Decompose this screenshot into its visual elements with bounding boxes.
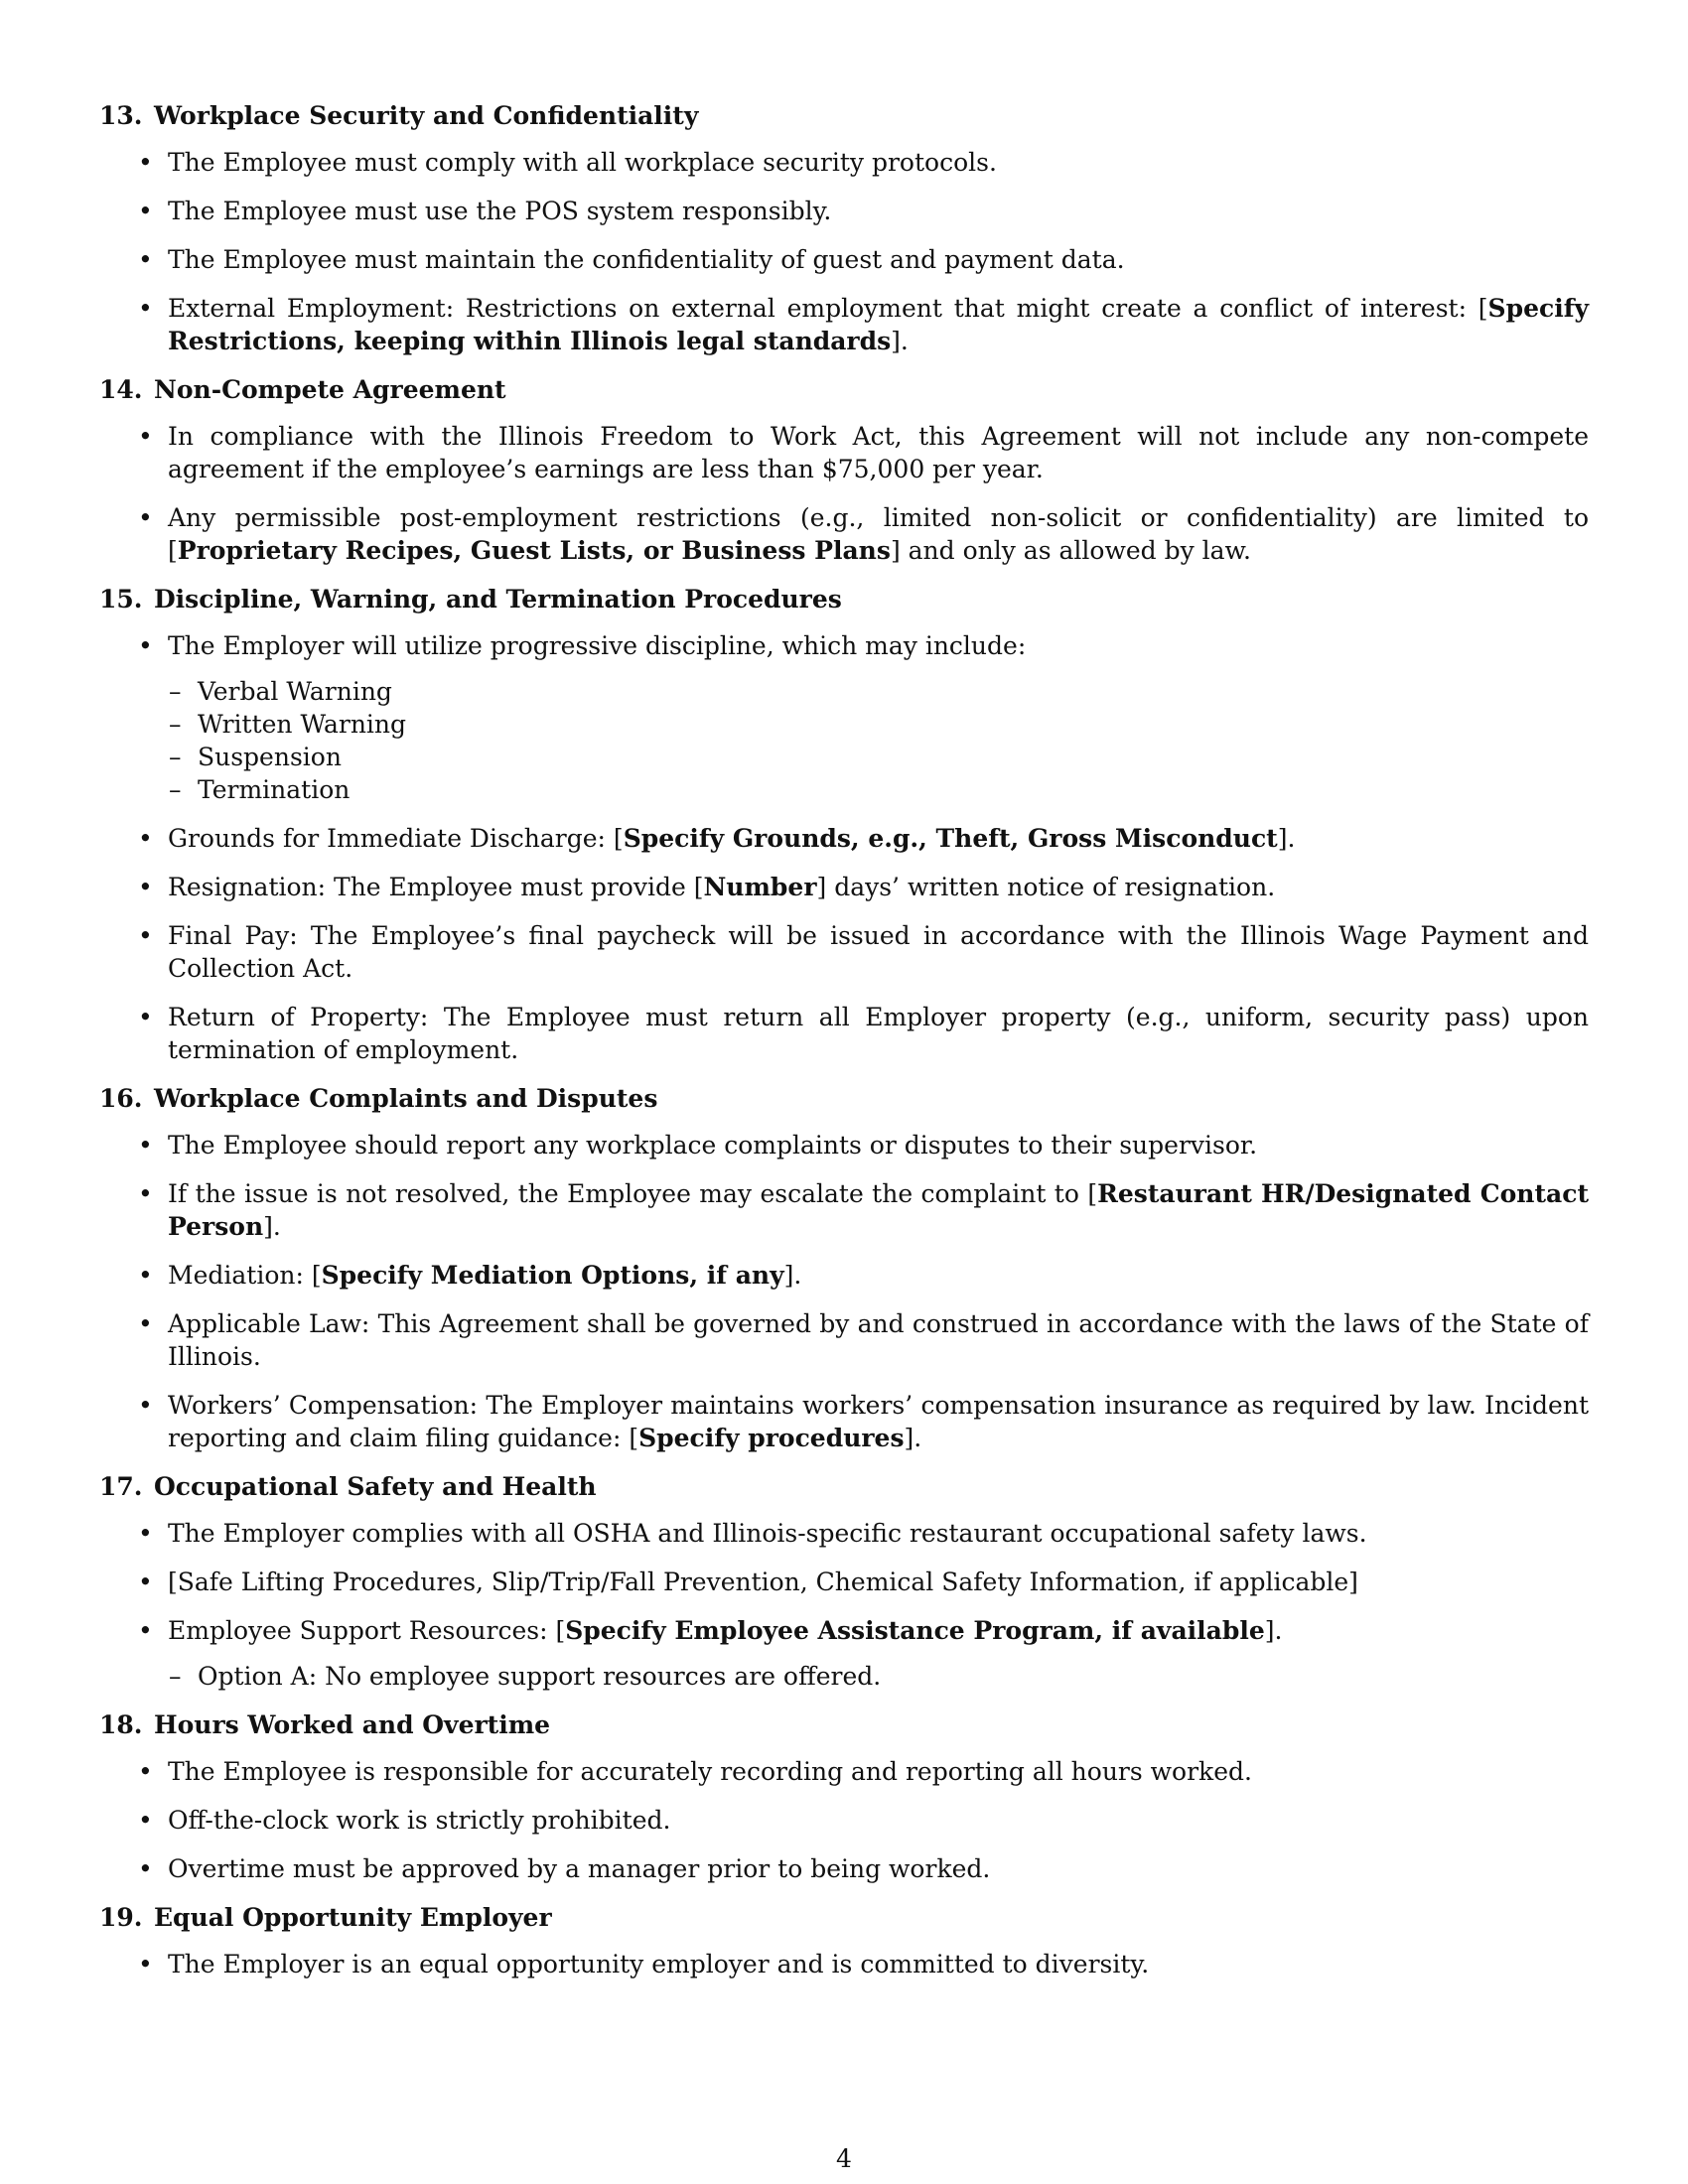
- bullet-icon: •: [138, 873, 153, 901]
- section: [99, 583, 1589, 1066]
- item-text: The Employee must use the POS system responsibly.: [168, 197, 832, 225]
- bullet-icon: •: [138, 824, 153, 853]
- sub-list: [169, 1660, 1589, 1693]
- list-item: [138, 195, 1589, 227]
- bullet-list: [138, 1948, 1589, 1980]
- item-text: Applicable Law: This Agreement shall be governed by and construed in accordance with the laws of the State of Illinois.: [168, 1309, 1589, 1371]
- list-item: [138, 1307, 1589, 1373]
- sub-list-item: [169, 773, 1589, 806]
- placeholder-text: Number: [703, 873, 817, 901]
- item-text: Mediation: [: [168, 1261, 322, 1290]
- item-text: Final Pay: The Employee’s final paycheck will be issued in accordance with the Illinois Wage Payment and Collection Act.: [168, 921, 1589, 983]
- document-page: [99, 99, 1589, 1996]
- section-title: Non-Compete Agreement: [154, 375, 506, 404]
- section-title: Equal Opportunity Employer: [154, 1903, 552, 1932]
- bullet-icon: •: [138, 503, 153, 532]
- section-heading: [99, 1470, 1589, 1503]
- placeholder-text: Specify Employee Assistance Program, if available: [565, 1616, 1265, 1645]
- item-text: ].: [1277, 824, 1296, 853]
- section-number: 15.: [99, 585, 143, 614]
- item-text: ] days’ written notice of resignation.: [816, 873, 1276, 901]
- bullet-list: [138, 420, 1589, 567]
- section-heading: [99, 583, 1589, 615]
- page-number: 4: [836, 2144, 852, 2173]
- section-heading: [99, 1901, 1589, 1934]
- item-text: Return of Property: The Employee must return all Employer property (e.g., uniform, security pass) upon termination of employment.: [168, 1003, 1589, 1064]
- bullet-icon: •: [138, 1309, 153, 1338]
- item-text: The Employer will utilize progressive discipline, which may include:: [168, 631, 1027, 660]
- sub-list-item: [169, 675, 1589, 708]
- item-text: ].: [1264, 1616, 1283, 1645]
- item-text: External Employment: Restrictions on external employment that might create a conflict of interest: [: [168, 294, 1488, 323]
- bullet-icon: •: [138, 148, 153, 177]
- bullet-icon: •: [138, 921, 153, 950]
- bullet-icon: •: [138, 197, 153, 225]
- list-item: [138, 1804, 1589, 1837]
- section-number: 14.: [99, 375, 143, 404]
- sub-item-text: Option A: No employee support resources are offered.: [198, 1662, 882, 1691]
- dash-icon: –: [169, 1662, 182, 1691]
- sub-item-text: Suspension: [198, 743, 342, 771]
- list-item: [138, 871, 1589, 903]
- sub-list: [169, 675, 1589, 806]
- bullet-list: [138, 1755, 1589, 1885]
- section: [99, 1708, 1589, 1885]
- placeholder-text: Proprietary Recipes, Guest Lists, or Business Plans: [177, 536, 891, 565]
- item-text: ].: [783, 1261, 802, 1290]
- bullet-list: [138, 1517, 1589, 1693]
- section-heading: [99, 373, 1589, 406]
- placeholder-text: Specify procedures: [638, 1424, 905, 1452]
- item-text: ].: [263, 1212, 281, 1241]
- list-item: [138, 822, 1589, 855]
- placeholder-text: Specify Grounds, e.g., Theft, Gross Misconduct: [623, 824, 1278, 853]
- dash-icon: –: [169, 743, 182, 771]
- item-text: The Employee must comply with all workplace security protocols.: [168, 148, 997, 177]
- bullet-icon: •: [138, 1391, 153, 1420]
- item-text: If the issue is not resolved, the Employee may escalate the complaint to [: [168, 1179, 1098, 1208]
- bullet-icon: •: [138, 1003, 153, 1031]
- section: [99, 1082, 1589, 1454]
- list-item: [138, 919, 1589, 985]
- list-item: [138, 292, 1589, 357]
- item-text: The Employee must maintain the confidentiality of guest and payment data.: [168, 245, 1125, 274]
- bullet-icon: •: [138, 631, 153, 660]
- bullet-icon: •: [138, 1616, 153, 1645]
- section-number: 18.: [99, 1710, 143, 1739]
- list-item: [138, 629, 1589, 806]
- list-item: [138, 1755, 1589, 1788]
- section: [99, 373, 1589, 567]
- section-number: 13.: [99, 101, 143, 130]
- bullet-icon: •: [138, 294, 153, 323]
- section-heading: [99, 1082, 1589, 1115]
- placeholder-text: Restaurant HR/Designated Contact Person: [168, 1179, 1589, 1241]
- bullet-icon: •: [138, 245, 153, 274]
- sub-item-text: Verbal Warning: [198, 677, 392, 706]
- bullet-icon: •: [138, 1806, 153, 1835]
- item-text: Employee Support Resources: [: [168, 1616, 566, 1645]
- list-item: [138, 1001, 1589, 1066]
- list-item: [138, 501, 1589, 567]
- bullet-list: [138, 1129, 1589, 1454]
- dash-icon: –: [169, 677, 182, 706]
- item-text: In compliance with the Illinois Freedom to Work Act, this Agreement will not include any non-compete agreement if the employee’s earnings are less than $75,000 per year.: [168, 422, 1589, 483]
- section-number: 16.: [99, 1084, 143, 1113]
- item-text: [Safe Lifting Procedures, Slip/Trip/Fall Prevention, Chemical Safety Information, if applicable]: [168, 1568, 1358, 1596]
- item-text: ] and only as allowed by law.: [890, 536, 1251, 565]
- sub-list-item: [169, 1660, 1589, 1693]
- section-title: Occupational Safety and Health: [154, 1472, 597, 1501]
- bullet-icon: •: [138, 1568, 153, 1596]
- item-text: Grounds for Immediate Discharge: [: [168, 824, 624, 853]
- bullet-icon: •: [138, 1854, 153, 1883]
- item-text: Any permissible post-employment restrictions (e.g., limited non-solicit or confidentiality) are limited to [: [168, 503, 1589, 565]
- item-text: The Employer is an equal opportunity employer and is committed to diversity.: [168, 1950, 1150, 1979]
- item-text: Workers’ Compensation: The Employer maintains workers’ compensation insurance as required by law. Incident reporting and claim filing guidance: [: [168, 1391, 1589, 1452]
- section: [99, 99, 1589, 357]
- section-number: 17.: [99, 1472, 143, 1501]
- section-title: Workplace Complaints and Disputes: [154, 1084, 658, 1113]
- bullet-list: [138, 146, 1589, 357]
- item-text: The Employee should report any workplace complaints or disputes to their supervisor.: [168, 1131, 1258, 1160]
- list-item: [138, 243, 1589, 276]
- item-text: Off-the-clock work is strictly prohibited.: [168, 1806, 671, 1835]
- list-item: [138, 1389, 1589, 1454]
- item-text: The Employer complies with all OSHA and Illinois-specific restaurant occupational safety laws.: [168, 1519, 1367, 1548]
- bullet-icon: •: [138, 1757, 153, 1786]
- list-item: [138, 1177, 1589, 1243]
- section-number: 19.: [99, 1903, 143, 1932]
- sub-item-text: Written Warning: [198, 710, 407, 739]
- list-item: [138, 1852, 1589, 1885]
- section: [99, 1901, 1589, 1980]
- section-title: Workplace Security and Confidentiality: [154, 101, 699, 130]
- list-item: [138, 1259, 1589, 1292]
- section-title: Hours Worked and Overtime: [154, 1710, 551, 1739]
- item-text: ].: [904, 1424, 922, 1452]
- sub-list-item: [169, 708, 1589, 741]
- item-text: ].: [891, 327, 909, 355]
- list-item: [138, 1948, 1589, 1980]
- placeholder-text: Specify Restrictions, keeping within Illinois legal standards: [168, 294, 1589, 355]
- sub-list-item: [169, 741, 1589, 773]
- bullet-list: [138, 629, 1589, 1066]
- dash-icon: –: [169, 710, 182, 739]
- section-heading: [99, 99, 1589, 132]
- item-text: Overtime must be approved by a manager prior to being worked.: [168, 1854, 991, 1883]
- bullet-icon: •: [138, 1519, 153, 1548]
- section-title: Discipline, Warning, and Termination Procedures: [154, 585, 842, 614]
- placeholder-text: Specify Mediation Options, if any: [321, 1261, 784, 1290]
- section: [99, 1470, 1589, 1693]
- list-item: [138, 1614, 1589, 1693]
- bullet-icon: •: [138, 1179, 153, 1208]
- list-item: [138, 1129, 1589, 1161]
- bullet-icon: •: [138, 1950, 153, 1979]
- bullet-icon: •: [138, 1261, 153, 1290]
- bullet-icon: •: [138, 1131, 153, 1160]
- item-text: The Employee is responsible for accurately recording and reporting all hours worked.: [168, 1757, 1252, 1786]
- sub-item-text: Termination: [198, 775, 351, 804]
- dash-icon: –: [169, 775, 182, 804]
- list-item: [138, 146, 1589, 179]
- list-item: [138, 1566, 1589, 1598]
- section-heading: [99, 1708, 1589, 1741]
- list-item: [138, 1517, 1589, 1550]
- item-text: Resignation: The Employee must provide [: [168, 873, 704, 901]
- list-item: [138, 420, 1589, 485]
- bullet-icon: •: [138, 422, 153, 451]
